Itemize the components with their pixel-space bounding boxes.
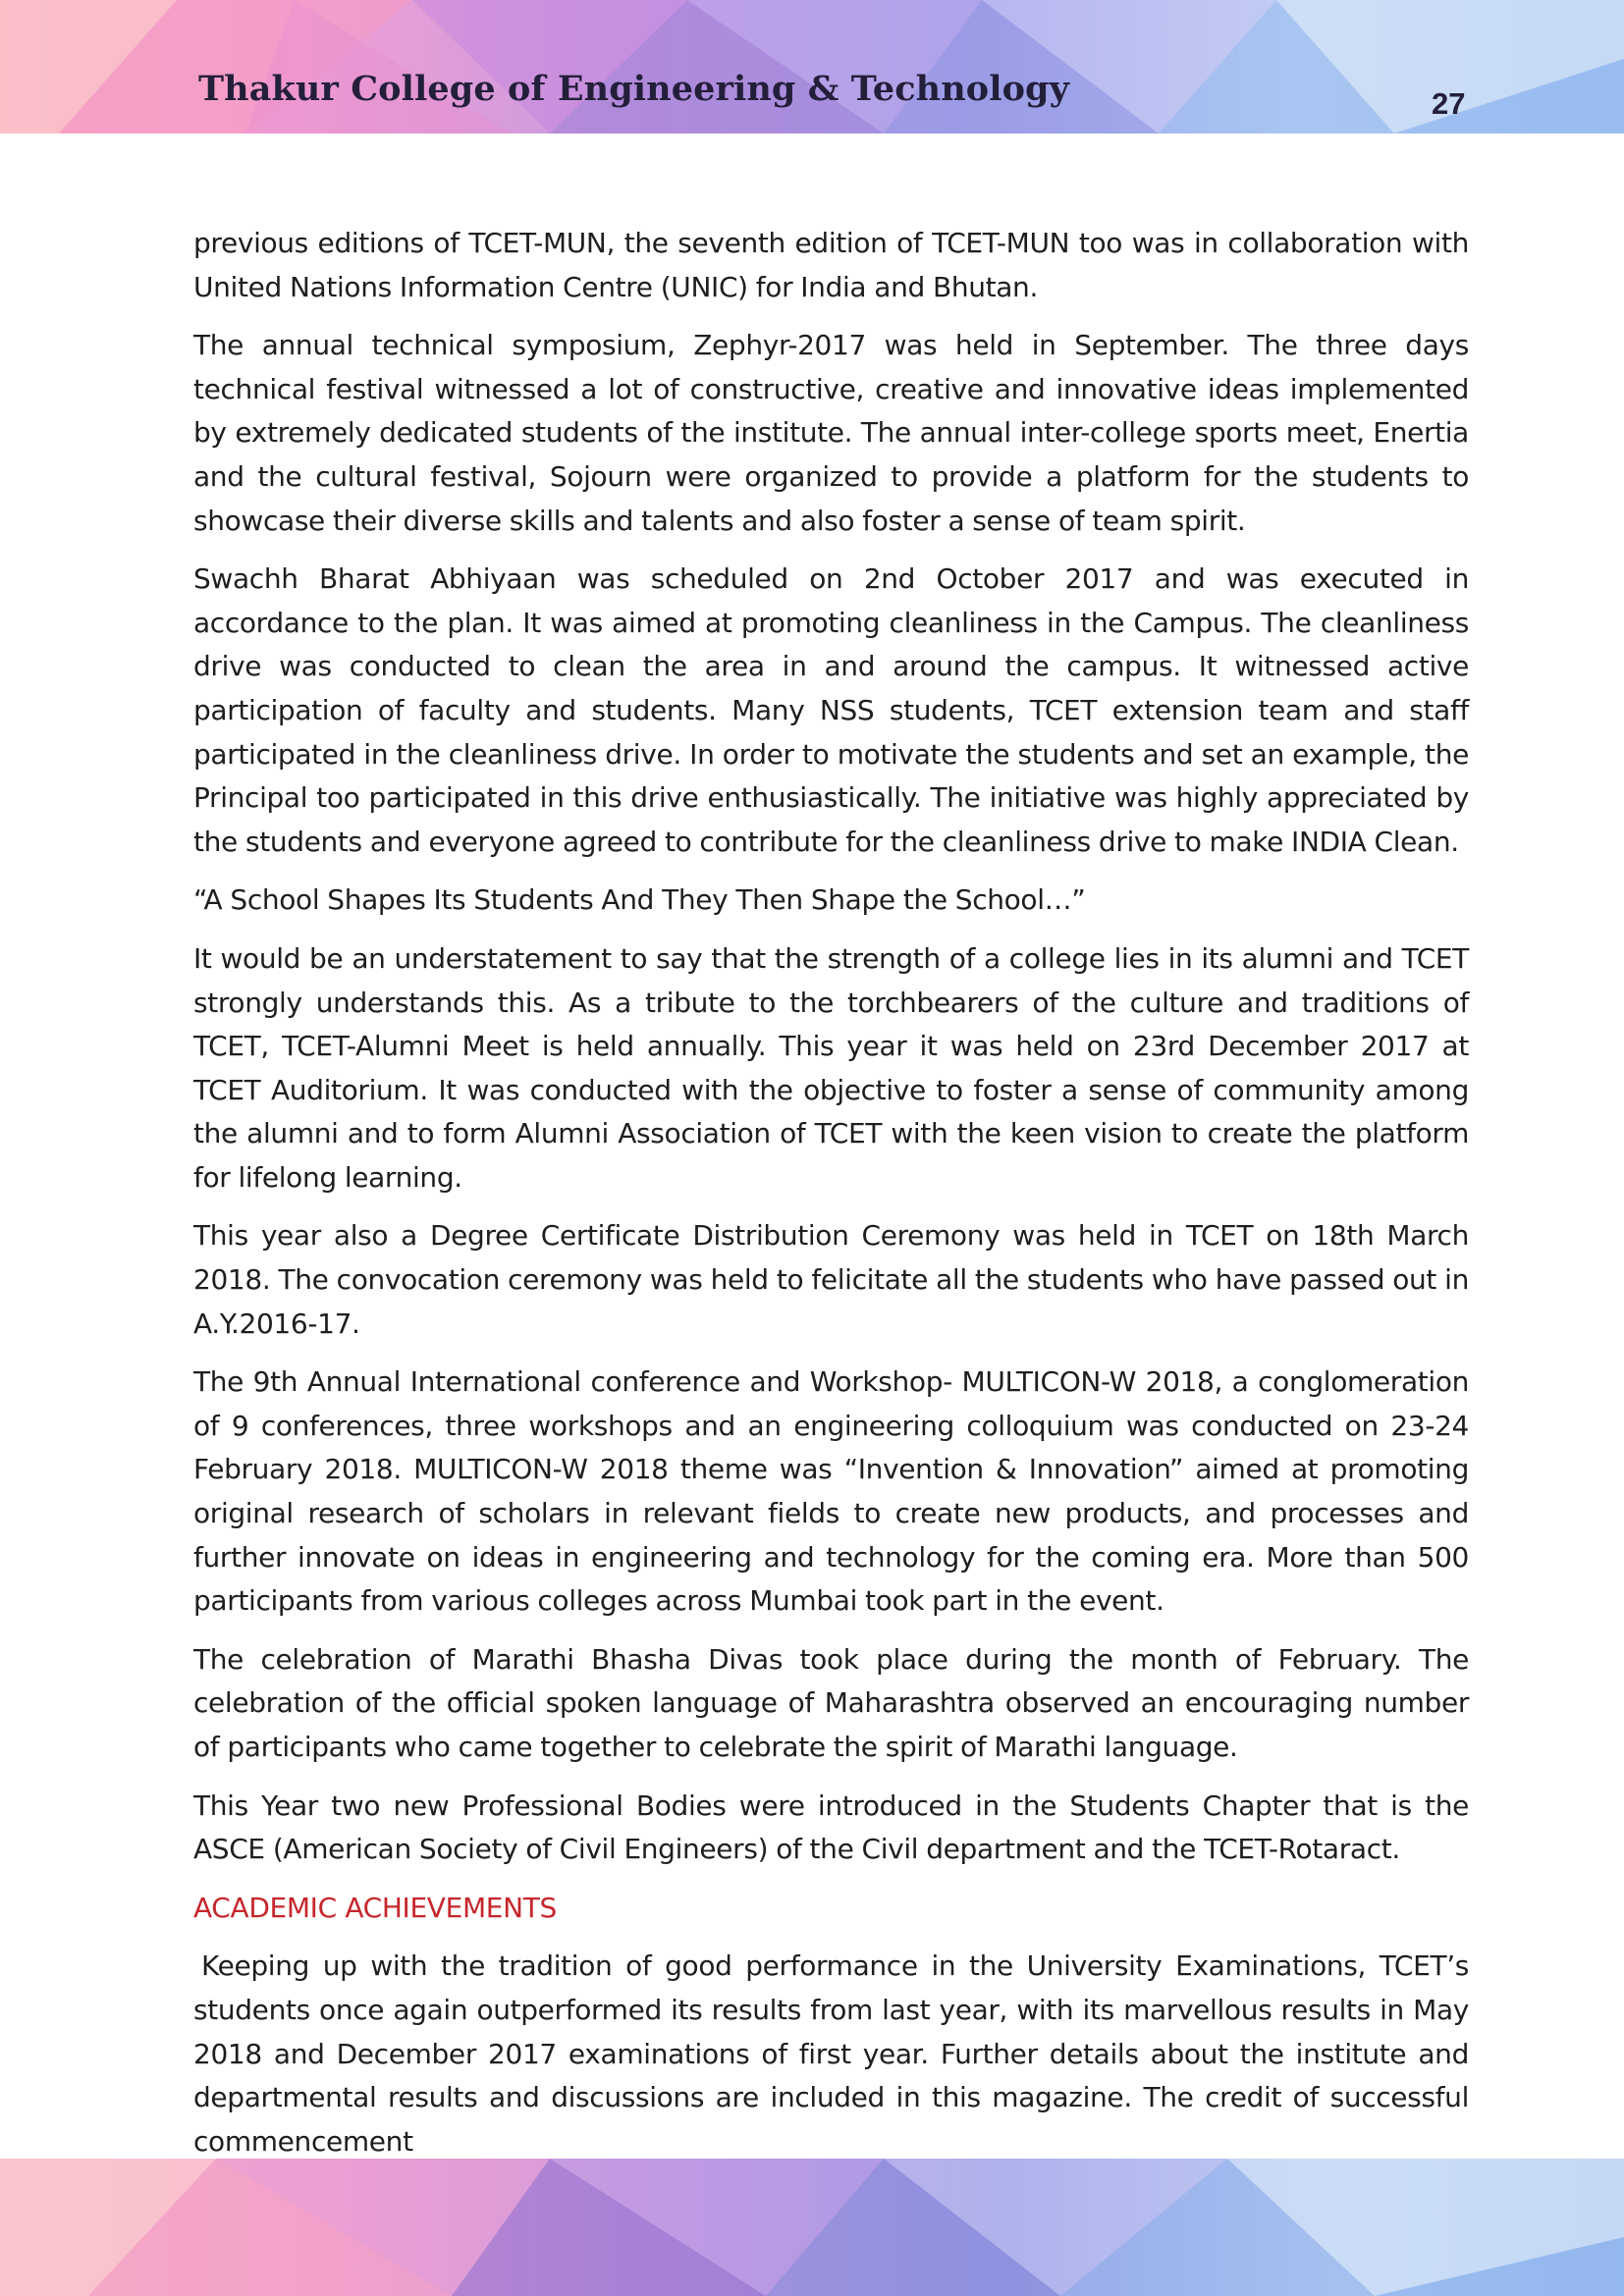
paragraph-tcet-mun: previous editions of TCET-MUN, the seventh edition of TCET-MUN too was in collaboration with United Nations Information Centre (UNIC) for India and Bhutan.: [193, 227, 1469, 303]
paragraph-degree-ceremony: This year also a Degree Certificate Distribution Ceremony was held in TCET on 18th March 2018. The convocation ceremony was held to felicitate all the students who have passed out in A.Y.2016-17.: [193, 1219, 1469, 1340]
section-heading-academic-achievements: ACADEMIC ACHIEVEMENTS: [193, 1891, 557, 1924]
article-body: [193, 222, 1469, 2178]
header-band: [0, 0, 1624, 133]
footer-geometric-background: [0, 2159, 1624, 2296]
paragraph-marathi-divas: The celebration of Marathi Bhasha Divas took place during the month of February. The celebration of the official spoken language of Maharashtra observed an encouraging number of participants who came together to celebrate the spirit of Marathi language.: [193, 1642, 1469, 1763]
paragraph-zephyr: The annual technical symposium, Zephyr-2017 was held in September. The three days technical festival witnessed a lot of constructive, creative and innovative ideas implemented by extremely dedicated students of the institute. The annual inter-college sports meet, Enertia and the cultural festival, Sojourn were organized to provide a platform for the students to showcase their diverse skills and talents and also foster a sense of team spirit.: [193, 329, 1469, 537]
college-title: Thakur College of Engineering & Technology: [198, 69, 1070, 109]
paragraph-quote: “A School Shapes Its Students And They Then Shape the School…”: [193, 883, 1086, 917]
paragraph-multicon: The 9th Annual International conference and Workshop- MULTICON-W 2018, a conglomeration of 9 conferences, three workshops and an engineering colloquium was conducted on 23-24 February 2018. MULTICON-W 2018 theme was “Invention & Innovation” aimed at promoting original research of scholars in relevant fields to create new products, and processes and further innovate on ideas in engineering and technology for the coming era. More than 500 participants from various colleges across Mumbai took part in the event.: [193, 1365, 1469, 1618]
footer-band: [0, 2159, 1624, 2296]
paragraph-professional-bodies: This Year two new Professional Bodies were introduced in the Students Chapter that is the ASCE (American Society of Civil Engineers) of the Civil department and the TCET-Rotaract.: [193, 1789, 1469, 1866]
paragraph-swachh-bharat: Swachh Bharat Abhiyaan was scheduled on 2nd October 2017 and was executed in accordance to the plan. It was aimed at promoting cleanliness in the Campus. The cleanliness drive was conducted to clean the area in and around the campus. It witnessed active participation of faculty and students. Many NSS students, TCET extension team and staff participated in the cleanliness drive. In order to motivate the students and set an example, the Principal too participated in this drive enthusiastically. The initiative was highly appreciated by the students and everyone agreed to contribute for the cleanliness drive to make INDIA Clean.: [193, 562, 1469, 858]
header-geometric-background: [0, 0, 1624, 133]
paragraph-alumni-meet: It would be an understatement to say that the strength of a college lies in its alumni and TCET strongly understands this. As a tribute to the torchbearers of the culture and traditions of TCET, TCET-Alumni Meet is held annually. This year it was held on 23rd December 2017 at TCET Auditorium. It was conducted with the objective to foster a sense of community among the alumni and to form Alumni Association of TCET with the keen vision to create the platform for lifelong learning.: [193, 941, 1469, 1194]
page-number: 27: [1432, 86, 1466, 121]
paragraph-academic-results: Keeping up with the tradition of good performance in the University Examinations, TCET’s students once again outperformed its results from last year, with its marvellous results in May 2018 and December 2017 examinations of first year. Further details about the institute and departmental results and discussions are included in this magazine. The credit of successful commencement: [193, 1949, 1469, 2158]
